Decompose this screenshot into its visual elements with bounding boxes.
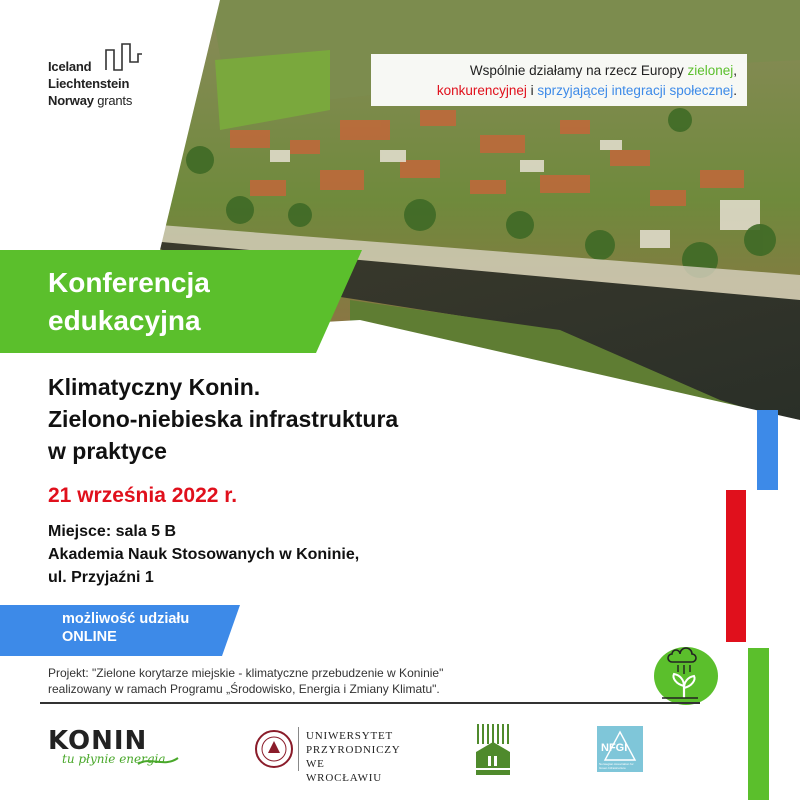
conference-title <box>48 371 398 467</box>
upwr-crest-icon <box>254 729 294 769</box>
online-line2: ONLINE <box>62 629 117 645</box>
tagline-suffix: . <box>733 83 737 98</box>
place-line2: Akademia Nauk Stosowanych w Koninie, <box>48 546 360 563</box>
blue-accent-bar <box>757 410 778 490</box>
tagline-box <box>371 54 747 106</box>
event-place <box>48 520 359 589</box>
title-line3: w praktyce <box>48 438 167 464</box>
nfgi-logo-icon <box>597 726 643 772</box>
banner-line2: edukacyjna <box>48 305 201 336</box>
konin-logo-icon <box>48 726 166 766</box>
event-date: 21 września 2022 r. <box>48 484 238 507</box>
grants-line1: Iceland <box>48 59 92 74</box>
place-line1: Miejsce: sala 5 B <box>48 523 177 540</box>
green-accent-bar <box>748 648 769 800</box>
footer-divider <box>40 702 700 704</box>
place-line3: ul. Przyjaźni 1 <box>48 569 154 586</box>
grants-logo <box>48 44 132 109</box>
banner-heading <box>48 264 210 340</box>
grants-line3-light: grants <box>97 93 133 108</box>
upwr-line2: PRZYRODNICZY <box>306 744 401 756</box>
upwr-line1: UNIWERSYTET <box>306 730 394 742</box>
project-line2: realizowany w ramach Programu „Środowisko, Energia i Zmiany Klimatu". <box>48 681 440 696</box>
upwr-line3: WE WROCŁAWIU <box>306 758 382 784</box>
tagline-sep1: , <box>733 63 737 78</box>
project-description <box>48 666 443 697</box>
tagline-sep2: i <box>526 83 538 98</box>
title-line1: Klimatyczny Konin. <box>48 374 261 400</box>
grants-logo-icon <box>104 42 144 72</box>
upwr-name <box>306 729 401 785</box>
zielone-dachy-icon <box>474 722 512 776</box>
konin-slogan: tu płynie energia <box>62 752 166 766</box>
red-accent-bar <box>726 490 746 642</box>
grants-line3-bold: Norway <box>48 93 94 108</box>
banner-line1: Konferencja <box>48 267 210 298</box>
nfgi-label: NFGI <box>601 742 628 754</box>
online-badge <box>62 610 189 646</box>
tagline-green: zielonej <box>687 63 734 78</box>
title-line2: Zielono-niebieska infrastruktura <box>48 406 399 432</box>
project-line1: Projekt: "Zielone korytarze miejskie - klimatyczne przebudzenie w Koninie" <box>48 666 444 680</box>
konin-swoosh <box>136 754 180 768</box>
grants-line2: Liechtenstein <box>48 76 130 91</box>
tagline-red: konkurencyjnej <box>436 83 527 98</box>
upwr-separator <box>298 727 299 771</box>
konin-wordmark: KONIN <box>48 726 148 756</box>
tagline-blue: sprzyjającej integracji społecznej <box>537 83 734 98</box>
nfgi-subtitle: Norwegian Association for Green Infrastructure <box>599 762 634 770</box>
tagline-prefix: Wspólnie działamy na rzecz Europy <box>469 63 688 78</box>
eco-plant-icon <box>648 640 720 706</box>
online-line1: możliwość udziału <box>62 611 190 627</box>
